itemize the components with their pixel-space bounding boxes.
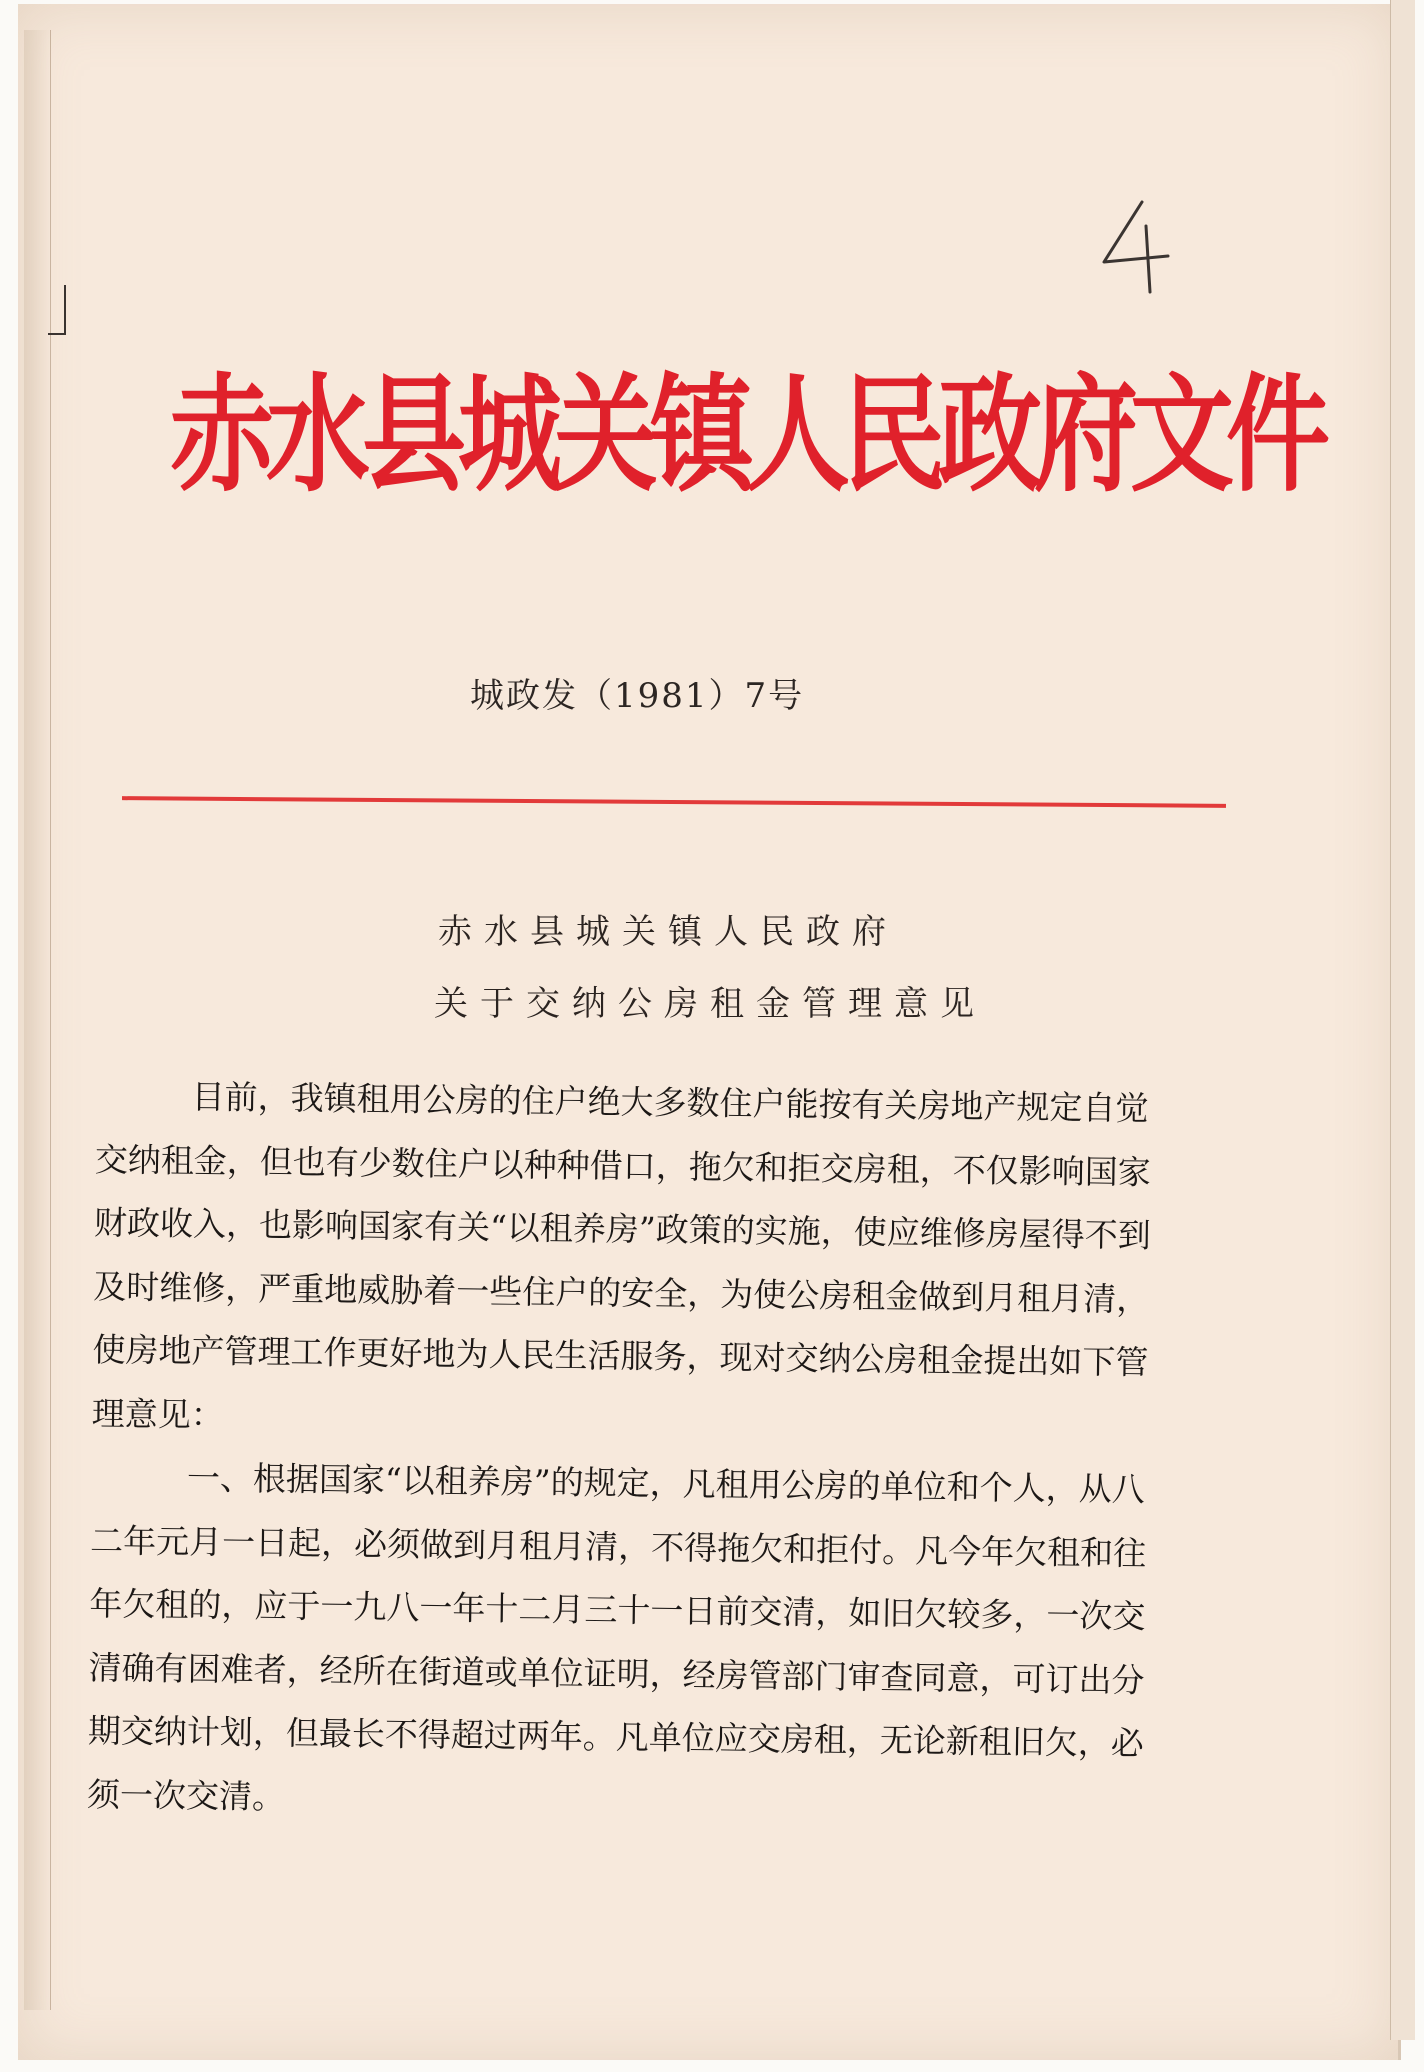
bracket-mark-icon — [48, 285, 66, 335]
document-number: 城政发（1981）7号 — [470, 676, 805, 716]
document-body — [87, 1064, 1156, 1839]
letterhead-title: 赤水县城关镇人民政府文件 — [170, 359, 1323, 510]
notice-title-line-2: 关于交纳公房租金管理意见 — [434, 984, 986, 1024]
body-paragraph-intro: 目前，我镇租用公房的住户绝大多数住户能按有关房地产规定自觉交纳租金，但也有少数住户以种种借口，拖欠和拒交房租，不仅影响国家财政收入，也影响国家有关“以租养房”政策的实施，使应维修房屋得不到及时维修，严重地威胁着一些住户的安全，为使公房租金做到月租月清，使房地产管理工作更好地为人民生活服务，现对交纳公房租金提出如下管理意见： — [91, 1077, 1151, 1435]
notice-title-line-1: 赤水县城关镇人民政府 — [438, 912, 898, 952]
body-paragraph-item-1: 一、根据国家“以租养房”的规定，凡租用公房的单位和个人，从八二年元月一日起，必须做到月租月清，不得拖欠和拒付。凡今年欠租和往年欠租的，应于一九八一年十二月三十一日前交清，如旧欠较多，一次交清确有困难者，经所在街道或单位证明，经房管部门审查同意，可订出分期交纳计划，但最长不得超过两年。凡单位应交房租，无论新租旧欠，必须一次交清。 — [86, 1458, 1147, 1816]
handwritten-page-number — [1090, 196, 1180, 296]
